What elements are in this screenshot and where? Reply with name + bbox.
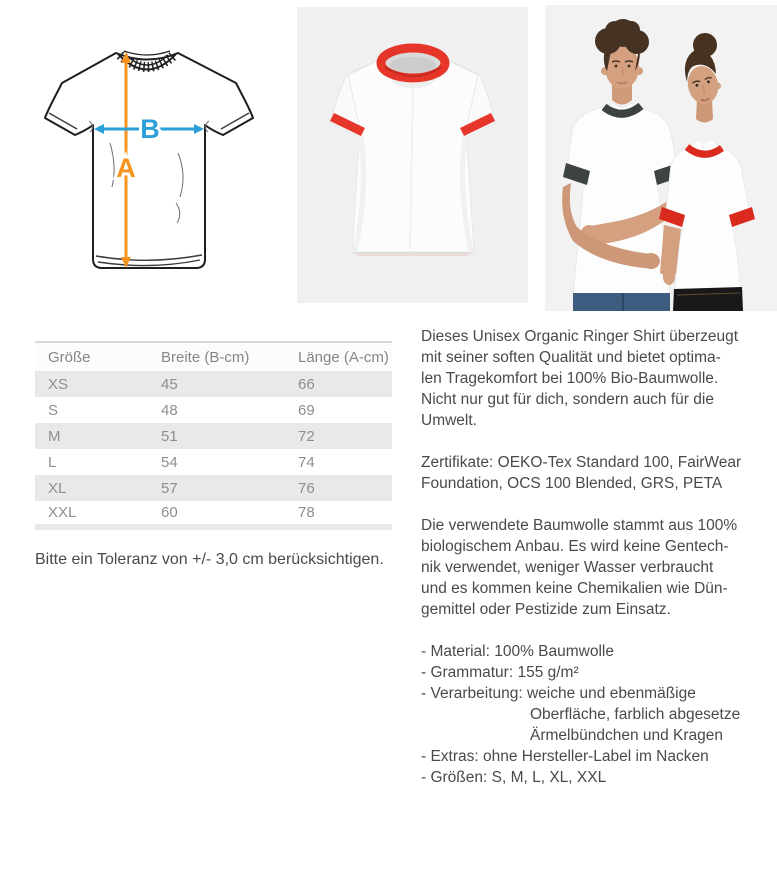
size-cell: M (48, 427, 61, 445)
length-cell: 72 (298, 427, 315, 445)
size-cell: L (48, 453, 57, 471)
spec-line: - Material: 100% Baumwolle (421, 643, 614, 660)
tshirt-outline (45, 53, 253, 268)
column-header-length: Länge (A-cm) (285, 342, 392, 371)
column-header-size: Größe (35, 342, 148, 371)
tolerance-note: Bitte ein Toleranz von +/- 3,0 cm berücksichtigen. (35, 551, 384, 568)
product-description (421, 326, 761, 788)
size-diagram-svg (30, 25, 270, 295)
label-a: A (116, 153, 136, 183)
size-cell: S (48, 401, 59, 419)
description-line: mit seiner soften Qualität und bietet optima- (421, 349, 721, 366)
table-row (35, 371, 392, 397)
table-row (35, 449, 392, 475)
length-cell: 74 (298, 453, 315, 471)
description-line: Umwelt. (421, 412, 477, 429)
description-line: Zertifikate: OEKO-Tex Standard 100, FairWear (421, 454, 742, 471)
length-cell: 78 (298, 504, 315, 521)
product-photo (297, 7, 528, 303)
width-cell: 60 (161, 504, 178, 521)
width-cell: 54 (161, 453, 178, 471)
description-paragraph (421, 326, 761, 431)
models-photo-svg (545, 5, 777, 311)
description-line: len Tragekomfort bei 100% Bio-Baumwolle. (421, 370, 719, 387)
width-cell: 45 (161, 375, 178, 393)
spec-line: - Extras: ohne Hersteller-Label im Nacken (421, 748, 709, 765)
description-line: Foundation, OCS 100 Blended, GRS, PETA (421, 475, 723, 492)
cotton-paragraph (421, 515, 761, 620)
description-line: biologischem Anbau. Es wird keine Gentech- (421, 538, 729, 555)
size-table (35, 341, 392, 530)
description-line: gemittel oder Pestizide zum Einsatz. (421, 601, 671, 618)
spec-line-continuation: Ärmelbündchen und Kragen (530, 727, 724, 744)
specs-list (421, 641, 761, 788)
black-pants (673, 287, 743, 311)
description-line: Dieses Unisex Organic Ringer Shirt überzeugt (421, 328, 739, 345)
width-cell: 51 (161, 427, 178, 445)
jeans (573, 293, 670, 311)
size-cell: XS (48, 375, 69, 393)
spec-line: - Größen: S, M, L, XL, XXL (421, 769, 607, 786)
size-table-header-row (35, 342, 392, 371)
width-cell: 57 (161, 479, 178, 497)
table-row (35, 501, 392, 527)
size-cell: XXL (48, 504, 77, 521)
description-line: nik verwendet, weniger Wasser verbraucht (421, 559, 714, 576)
length-cell: 76 (298, 479, 315, 497)
table-row (35, 423, 392, 449)
description-line: Nicht nur gut für dich, sondern auch für die (421, 391, 714, 408)
label-b: B (140, 114, 160, 144)
description-line: und es kommen keine Chemikalien wie Dün- (421, 580, 728, 597)
size-cell: XL (48, 479, 67, 497)
description-line: Die verwendete Baumwolle stammt aus 100% (421, 517, 738, 534)
width-cell: 48 (161, 401, 178, 419)
length-cell: 66 (298, 375, 315, 393)
column-header-width: Breite (B-cm) (148, 342, 285, 371)
models-photo (545, 5, 777, 311)
table-row (35, 397, 392, 423)
certificates-paragraph (421, 452, 761, 494)
spec-line-continuation: Oberfläche, farblich abgesetze (530, 706, 741, 723)
table-row (35, 475, 392, 501)
product-photo-svg (297, 7, 528, 303)
length-cell: 69 (298, 401, 315, 419)
size-diagram (30, 25, 270, 295)
spec-line: - Grammatur: 155 g/m² (421, 664, 579, 681)
spec-line: - Verarbeitung: weiche und ebenmäßige (421, 685, 696, 702)
